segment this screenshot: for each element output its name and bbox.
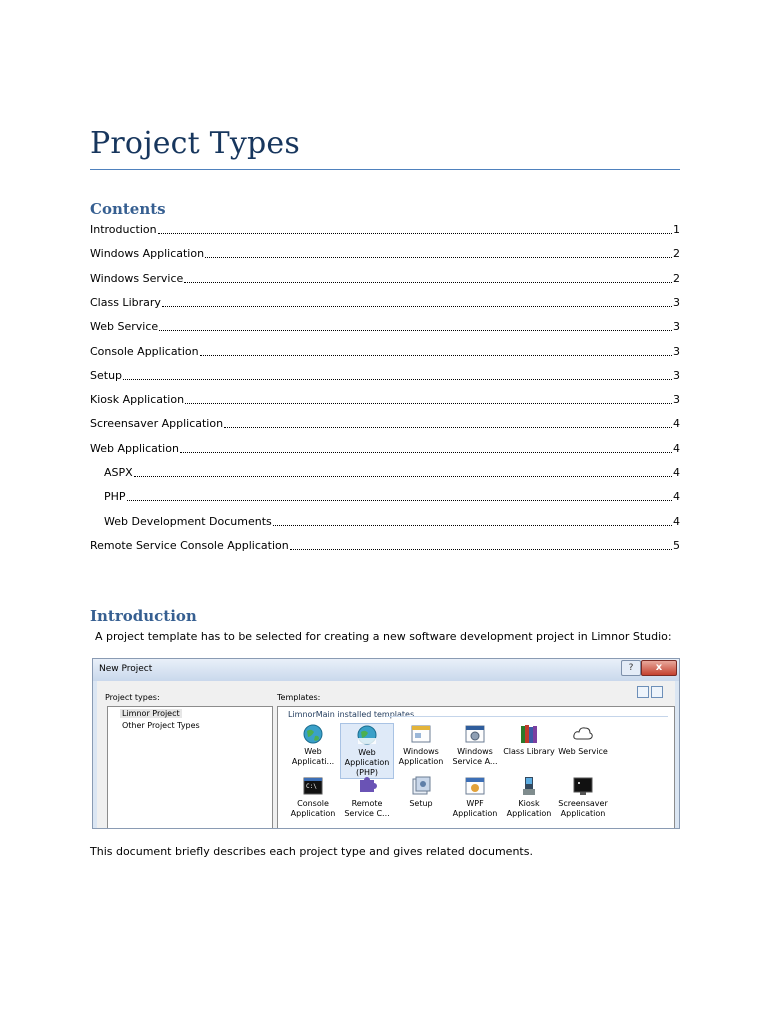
project-types-list: [107, 706, 273, 829]
project-type-limnor[interactable]: Limnor Project: [122, 709, 180, 718]
template-item[interactable]: [394, 723, 448, 767]
new-project-dialog-screenshot: [92, 658, 680, 829]
toc-entry[interactable]: [90, 316, 680, 334]
template-item[interactable]: [448, 723, 502, 767]
group-divider: [386, 716, 668, 717]
toc-dot-leader: [127, 500, 672, 501]
toc-entry-page: 4: [673, 490, 680, 504]
toc-entry[interactable]: [90, 341, 680, 359]
toc-entry-page: 3: [673, 320, 680, 334]
toc-entry-label: Class Library: [90, 295, 161, 309]
intro-paragraph: A project template has to be selected for creating a new software development project in Limnor Studio:: [95, 630, 672, 643]
template-label-line: (PHP): [356, 768, 378, 777]
service-gear-icon: [448, 723, 502, 745]
dialog-body: [97, 681, 675, 829]
contents-heading: Contents: [90, 200, 166, 218]
kiosk-icon: [502, 775, 556, 797]
template-item[interactable]: [556, 723, 610, 757]
toc-entry-page: 4: [673, 466, 680, 479]
toc-entry-label: Windows Service: [90, 271, 184, 285]
template-label-line: Service A...: [452, 757, 498, 766]
title-underline: [90, 169, 680, 170]
toc-entry[interactable]: [90, 535, 680, 553]
toc-entry[interactable]: [104, 462, 680, 480]
toc-entry[interactable]: [90, 413, 680, 431]
template-label-line: Application: [560, 809, 606, 818]
toc-entry-label: Web Development Documents: [104, 514, 272, 528]
template-label-line: Console: [297, 799, 329, 808]
wpf-icon: [448, 775, 502, 797]
globe-icon: [286, 723, 340, 745]
templates-list: [277, 706, 675, 829]
toc-entry-label: Web Application: [90, 441, 179, 455]
template-label-line: Windows: [403, 747, 439, 756]
toc-entry-label: Console Application: [90, 344, 199, 358]
toc-entry[interactable]: [90, 219, 680, 237]
setup-icon: [394, 775, 448, 797]
console-icon: [286, 775, 340, 797]
template-label-line: Class Library: [503, 747, 555, 756]
toc-entry[interactable]: [90, 268, 680, 286]
template-label-line: Application: [398, 757, 444, 766]
template-item[interactable]: [502, 723, 556, 757]
template-item[interactable]: [448, 775, 502, 819]
toc-dot-leader: [158, 233, 672, 234]
template-item[interactable]: [502, 775, 556, 819]
template-label-line: Service C...: [344, 809, 390, 818]
template-label-line: Windows: [457, 747, 493, 756]
template-label-line: Application: [344, 758, 390, 767]
toc-entry-page: 3: [673, 368, 680, 382]
toc-dot-leader: [134, 476, 672, 477]
dialog-title: New Project: [99, 664, 153, 674]
toc-entry-label: Remote Service Console Application: [90, 538, 289, 552]
template-label-line: Screensaver: [558, 799, 608, 808]
screensaver-icon: [556, 775, 610, 797]
dialog-titlebar: [93, 659, 679, 681]
small-icons-view-button[interactable]: [651, 686, 663, 698]
toc-entry-page: 4: [673, 417, 680, 431]
toc-entry[interactable]: [90, 365, 680, 383]
toc-entry-page: 3: [673, 344, 680, 358]
toc-dot-leader: [185, 403, 672, 404]
closing-paragraph: This document briefly describes each project type and gives related documents.: [90, 845, 533, 858]
introduction-heading: Introduction: [90, 607, 197, 625]
project-type-other[interactable]: Other Project Types: [122, 721, 200, 730]
toc-dot-leader: [123, 379, 672, 380]
toc-dot-leader: [224, 427, 672, 428]
toc-dot-leader: [184, 282, 672, 283]
template-item[interactable]: [340, 723, 394, 779]
template-label-line: Application: [290, 809, 336, 818]
template-label-line: WPF: [466, 799, 484, 808]
toc-entry-label: Windows Application: [90, 247, 205, 261]
toc-entry-page: 3: [673, 393, 680, 407]
template-label-line: Remote: [351, 799, 383, 808]
toc-dot-leader: [200, 355, 672, 356]
toc-entry-label: Screensaver Application: [90, 417, 224, 431]
large-icons-view-button[interactable]: [637, 686, 649, 698]
template-item[interactable]: [286, 775, 340, 819]
globe-php-icon: [341, 724, 393, 746]
template-label-line: Web: [304, 747, 322, 756]
toc-entry[interactable]: [90, 438, 680, 456]
template-label-line: Web Service: [558, 747, 608, 756]
template-item[interactable]: [340, 775, 394, 819]
help-button[interactable]: ?: [621, 660, 641, 676]
toc-entry[interactable]: [104, 486, 680, 504]
template-label-line: Application: [506, 809, 552, 818]
toc-entry-label: Web Service: [90, 320, 159, 334]
toc-entry-page: 1: [673, 223, 680, 236]
toc-entry[interactable]: [90, 389, 680, 407]
toc-entry-label: ASPX: [104, 466, 133, 479]
toc-entry-label: Setup: [90, 368, 123, 382]
template-label-line: Web: [358, 748, 376, 757]
templates-group-label: LimnorMain installed templates: [288, 710, 415, 719]
toc-dot-leader: [290, 549, 672, 550]
toc-dot-leader: [159, 330, 672, 331]
toc-entry-page: 5: [673, 538, 680, 552]
template-item[interactable]: [286, 723, 340, 767]
toc-entry[interactable]: [90, 292, 680, 310]
toc-dot-leader: [180, 452, 672, 453]
template-label-line: Application: [452, 809, 498, 818]
toc-entry-page: 2: [673, 247, 680, 261]
toc-entry-page: 3: [673, 295, 680, 309]
window-icon: [394, 723, 448, 745]
template-item[interactable]: [394, 775, 448, 809]
toc-dot-leader: [273, 525, 672, 526]
puzzle-icon: [340, 775, 394, 797]
books-icon: [502, 723, 556, 745]
page-title: Project Types: [90, 126, 300, 161]
template-item[interactable]: [556, 775, 610, 819]
project-types-label: Project types:: [105, 693, 160, 702]
close-button[interactable]: x: [641, 660, 677, 676]
templates-label: Templates:: [277, 693, 321, 702]
cloud-icon: [556, 723, 610, 745]
svg-text:C:\: C:\: [306, 783, 317, 790]
template-label-line: Applicati...: [291, 757, 335, 766]
toc-entry-page: 4: [673, 514, 680, 528]
toc-entry-label: Introduction: [90, 223, 157, 236]
toc-dot-leader: [205, 257, 672, 258]
toc-entry[interactable]: [90, 243, 680, 261]
template-label-line: Kiosk: [518, 799, 540, 808]
toc-entry[interactable]: [104, 511, 680, 529]
toc-entry-label: Kiosk Application: [90, 393, 185, 407]
toc-entry-page: 4: [673, 441, 680, 455]
toc-entry-page: 2: [673, 271, 680, 285]
template-label-line: Setup: [409, 799, 433, 808]
toc-dot-leader: [162, 306, 672, 307]
toc-entry-label: PHP: [104, 490, 126, 504]
